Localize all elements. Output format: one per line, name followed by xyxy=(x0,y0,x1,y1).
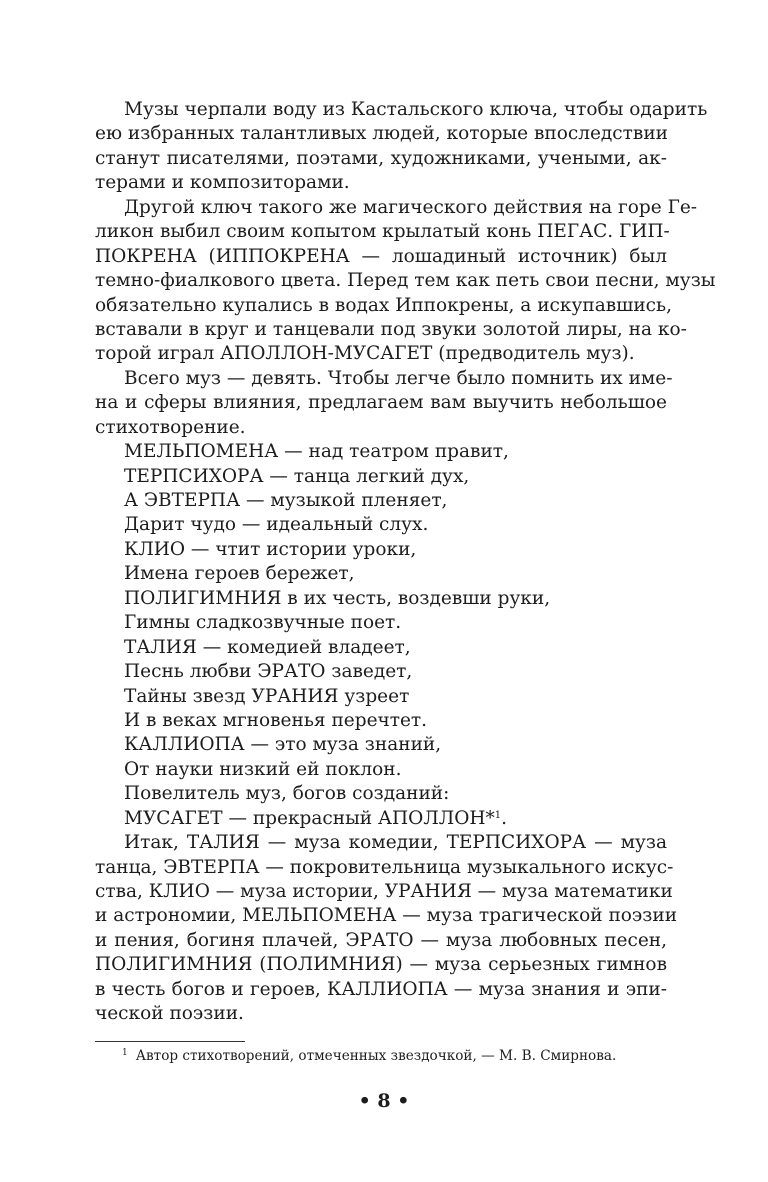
paragraph-2-line-6: вставали в круг и танцевали под звуки золотой лиры, на ко- xyxy=(95,318,687,340)
paragraph-2-line-5: обязательно купались в водах Иппокрены, а искупавшись, xyxy=(95,294,672,316)
footnote-marker: 1 xyxy=(122,1048,128,1058)
paragraph-2-line-7: торой играл АПОЛЛОН-МУСАГЕТ (предводитель муз). xyxy=(95,343,635,365)
footnote-reference: 1 xyxy=(494,809,502,821)
poem-line-12: И в веках мгновенья перечтет. xyxy=(124,709,428,731)
paragraph-2-line-2: ликон выбил своим копытом крылатый конь ПЕГАС. ГИП- xyxy=(95,221,670,243)
footnote-text: Автор стихотворений, отмеченных звездочкой, — М. В. Смирнова. xyxy=(135,1048,617,1064)
poem-line-7: ПОЛИГИМНИЯ в их честь, воздевши руки, xyxy=(124,587,551,609)
main-text xyxy=(95,98,716,1027)
poem-line-16-text: МУСАГЕТ — прекрасный АПОЛЛОН* xyxy=(124,807,495,829)
poem-line-5: КЛИО — чтит истории уроки, xyxy=(124,538,417,560)
poem-line-9: ТАЛИЯ — комедией владеет, xyxy=(124,636,411,658)
page-number: • 8 • xyxy=(358,1090,410,1112)
paragraph-4-line-3: ства, КЛИО — муза истории, УРАНИЯ — муза математики xyxy=(95,881,673,902)
paragraph-1-line-3: станут писателями, поэтами, художниками, учеными, ак- xyxy=(95,147,667,169)
poem-line-16 xyxy=(95,807,667,831)
paragraph-2-line-3: ПОКРЕНА (ИППОКРЕНА — лошадиный источник) был xyxy=(95,245,667,267)
poem-line-3: А ЭВТЕРПА — музыкой пленяет, xyxy=(124,490,448,511)
poem-line-6: Имена героев бережет, xyxy=(124,563,355,585)
poem-line-4: Дарит чудо — идеальный слух. xyxy=(124,514,429,536)
paragraph-4-line-8: ческой поэзии. xyxy=(95,1003,244,1025)
paragraph-4-line-4: и астрономии, МЕЛЬПОМЕНА — муза трагической поэзии xyxy=(95,905,678,927)
paragraph-3-line-3: стихотворение. xyxy=(95,416,246,438)
paragraph-4-line-1: Итак, ТАЛИЯ — муза комедии, ТЕРПСИХОРА — муза xyxy=(124,832,667,854)
footnote-divider xyxy=(95,1041,245,1042)
paragraph-1-line-2: ею избранных талантливых людей, которые впоследствии xyxy=(95,123,668,145)
poem-line-13: КАЛЛИОПА — это муза знаний, xyxy=(124,734,442,756)
paragraph-2-line-4: темно-фиалкового цвета. Перед тем как петь свои песни, музы xyxy=(95,270,716,292)
poem-line-8: Гимны сладкозвучные поет. xyxy=(124,612,402,634)
paragraph-4-line-6: ПОЛИГИМНИЯ (ПОЛИМНИЯ) — муза серьезных гимнов xyxy=(95,954,667,976)
paragraph-3-line-1: Всего муз — девять. Чтобы легче было помнить их име- xyxy=(124,367,673,389)
paragraph-4-line-5: и пения, богиня плачей, ЭРАТО — муза любовных песен, xyxy=(95,929,667,951)
paragraph-2-line-1: Другой ключ такого же магического действия на горе Ге- xyxy=(124,196,698,218)
paragraph-1-line-1: Музы черпали воду из Кастальского ключа, чтобы одарить xyxy=(124,99,708,120)
poem-line-16-end: . xyxy=(501,807,508,829)
paragraph-4-line-2: танца, ЭВТЕРПА — покровительница музыкального искус- xyxy=(95,856,674,878)
poem-line-15: Повелитель муз, богов созданий: xyxy=(124,783,450,805)
poem-line-14: От науки низкий ей поклон. xyxy=(124,758,402,780)
poem-line-2: ТЕРПСИХОРА — танца легкий дух, xyxy=(124,465,470,487)
footnote xyxy=(122,1047,682,1065)
paragraph-4-line-7: в честь богов и героев, КАЛЛИОПА — муза знания и эпи- xyxy=(95,978,667,1000)
paragraph-3-line-2: на и сферы влияния, предлагаем вам выучить небольшое xyxy=(95,392,667,414)
poem-line-1: МЕЛЬПОМЕНА — над театром правит, xyxy=(124,441,509,463)
poem-line-11: Тайны звезд УРАНИЯ узреет xyxy=(124,685,410,707)
poem-line-10: Песнь любви ЭРАТО заведет, xyxy=(124,661,413,683)
paragraph-1-line-4: терами и композиторами. xyxy=(95,172,350,194)
